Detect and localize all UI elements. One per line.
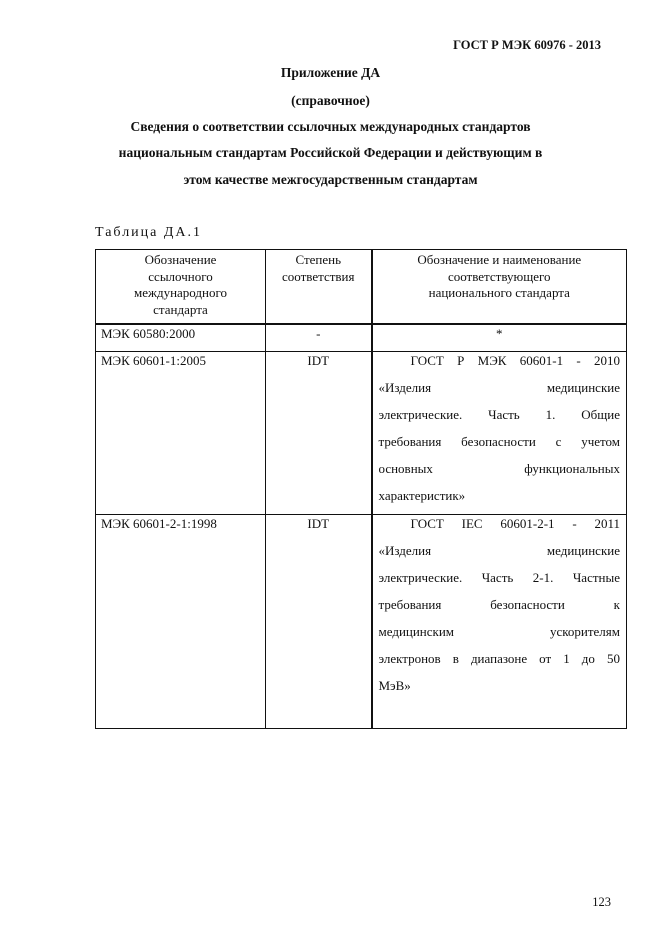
cell-standard: МЭК 60601-2-1:1998 — [96, 515, 266, 729]
cell-national: * — [372, 324, 627, 352]
cell-standard: МЭК 60601-1:2005 — [96, 352, 266, 515]
correspondence-table — [95, 249, 627, 729]
annex-heading-line-3: этом качестве межгосударственным стандартам — [183, 172, 478, 187]
cell-national: ГОСТ IEC 60601-2-1 - 2011 «Изделия медицинские электрические. Часть 2-1. Частные требования безопасности к медицинским ускорителям электронов в диапазоне от 1 до 50 МэВ» — [372, 515, 627, 729]
column-header-standard: Обозначение ссылочного международного стандарта — [96, 250, 266, 324]
page-header-code: ГОСТ Р МЭК 60976 - 2013 — [453, 38, 601, 52]
page-number: 123 — [592, 895, 611, 909]
annex-title: Приложение ДА — [280, 65, 381, 80]
table-header-row — [96, 250, 627, 324]
annex-heading-line-1: Сведения о соответствии ссылочных международных стандартов — [130, 119, 531, 134]
cell-degree: IDT — [266, 352, 372, 515]
annex-subtitle: (справочное) — [291, 93, 370, 108]
table-row — [96, 515, 627, 729]
cell-degree: IDT — [266, 515, 372, 729]
cell-national: ГОСТ Р МЭК 60601-1 - 2010 «Изделия медицинские электрические. Часть 1. Общие требования безопасности с учетом основных функциональных характеристик» — [372, 352, 627, 515]
cell-standard: МЭК 60580:2000 — [96, 324, 266, 352]
cell-degree: - — [266, 324, 372, 352]
table-row — [96, 352, 627, 515]
table-caption: Таблица ДА.1 — [95, 225, 203, 240]
column-header-degree: Степень соответствия — [266, 250, 372, 324]
column-header-national: Обозначение и наименование соответствующего национального стандарта — [372, 250, 627, 324]
annex-heading-line-2: национальным стандартам Российской Федерации и действующим в — [118, 145, 543, 160]
